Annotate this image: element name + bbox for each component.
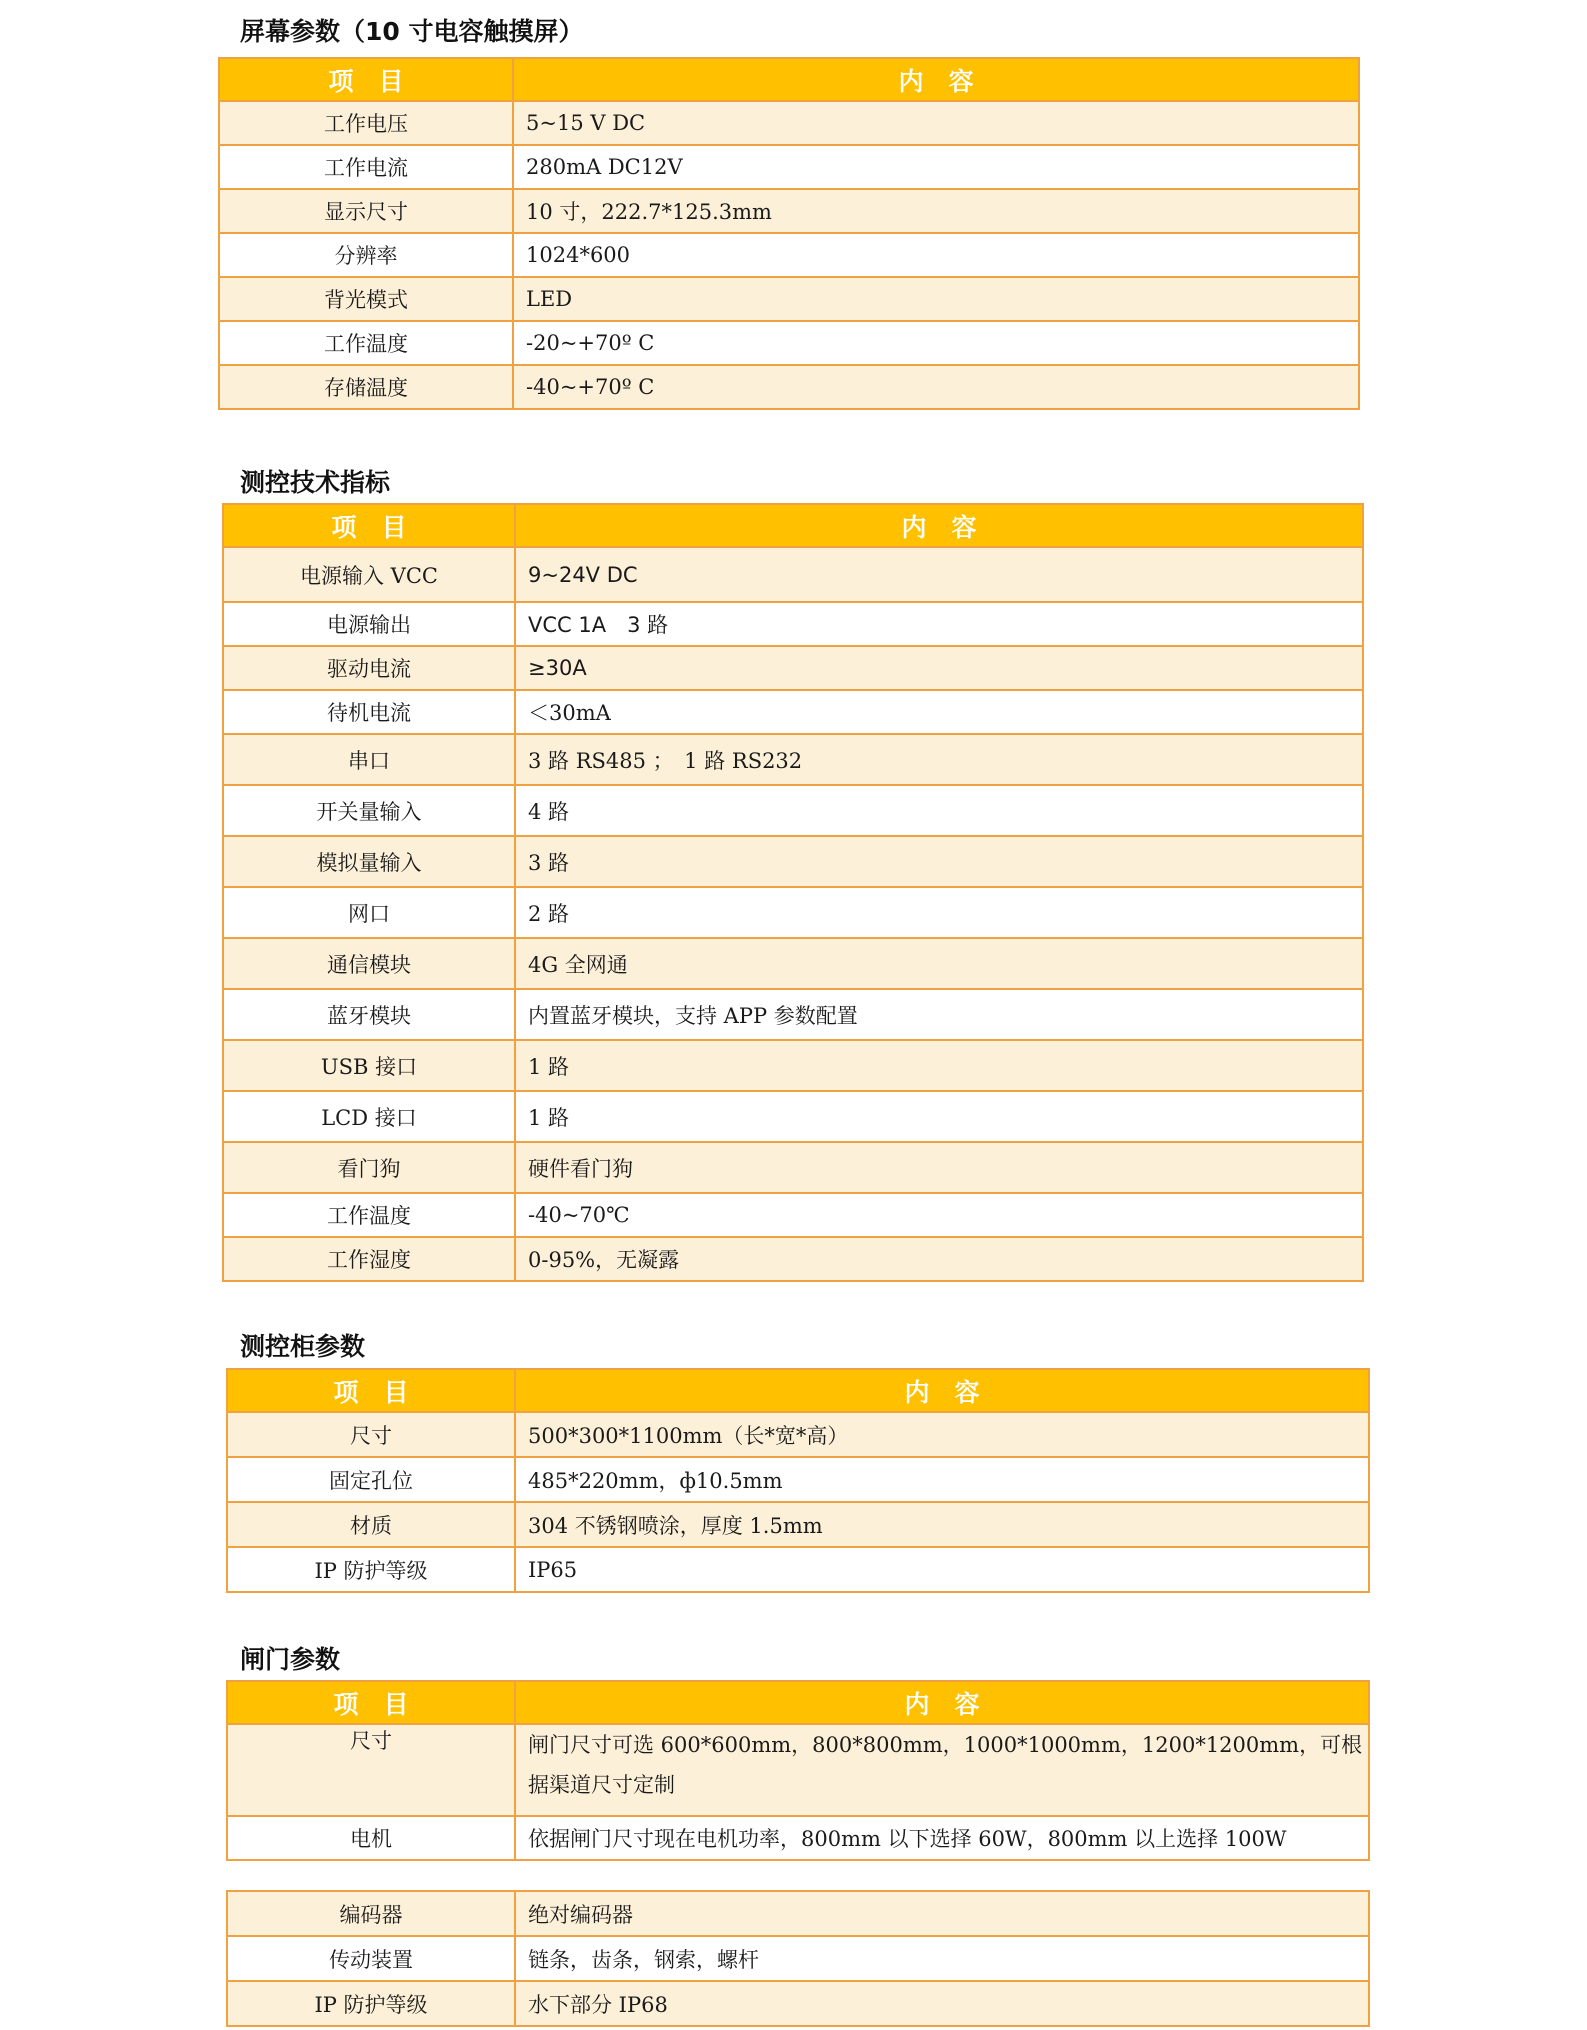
row-value: 280mA DC12V [513, 145, 1359, 189]
header-content: 内 容 [515, 1369, 1369, 1412]
table-row [227, 1724, 1369, 1816]
table-header-row [223, 504, 1363, 547]
table-row [223, 887, 1363, 938]
row-value: 依据闸门尺寸现在电机功率，800mm 以下选择 60W，800mm 以上选择 100W [515, 1816, 1369, 1860]
row-item: 模拟量输入 [223, 836, 515, 887]
row-item: 工作温度 [219, 321, 513, 365]
row-value: VCC 1A 3 路 [515, 602, 1363, 646]
control-params-table [222, 503, 1364, 1282]
table-row [227, 1457, 1369, 1502]
row-item: 固定孔位 [227, 1457, 515, 1502]
row-value: IP65 [515, 1547, 1369, 1592]
row-item: 工作温度 [223, 1193, 515, 1237]
table-row [223, 547, 1363, 602]
table-row [223, 646, 1363, 690]
row-value: 304 不锈钢喷涂，厚度 1.5mm [515, 1502, 1369, 1547]
row-value: -40~70℃ [515, 1193, 1363, 1237]
table-row [227, 1981, 1369, 2026]
row-item: 工作湿度 [223, 1237, 515, 1281]
table-row [223, 989, 1363, 1040]
header-content: 内 容 [513, 58, 1359, 101]
row-value: 绝对编码器 [515, 1891, 1369, 1936]
table-row [219, 101, 1359, 145]
row-value: LED [513, 277, 1359, 321]
row-item: 背光模式 [219, 277, 513, 321]
row-value: 4G 全网通 [515, 938, 1363, 989]
row-value: 2 路 [515, 887, 1363, 938]
table-row [227, 1412, 1369, 1457]
row-value: 1 路 [515, 1091, 1363, 1142]
row-item: 开关量输入 [223, 785, 515, 836]
table-row [223, 1142, 1363, 1193]
row-item: 显示尺寸 [219, 189, 513, 233]
header-item: 项 目 [227, 1681, 515, 1724]
table-row [223, 938, 1363, 989]
control-section-title: 测控技术指标 [240, 468, 391, 497]
table-row [223, 836, 1363, 887]
row-item: 存储温度 [219, 365, 513, 409]
gate-section-title: 闸门参数 [240, 1645, 341, 1674]
gate-params-table [226, 1680, 1370, 1861]
row-value: 硬件看门狗 [515, 1142, 1363, 1193]
table-row [219, 145, 1359, 189]
row-value: 3 路 [515, 836, 1363, 887]
row-item: 电源输出 [223, 602, 515, 646]
row-value: ≥30A [515, 646, 1363, 690]
table-header-row [227, 1681, 1369, 1724]
row-item: 编码器 [227, 1891, 515, 1936]
gate-params-table-continued [226, 1890, 1370, 2027]
table-row [227, 1936, 1369, 1981]
screen-section-title: 屏幕参数（10 寸电容触摸屏） [240, 17, 584, 46]
table-row [219, 277, 1359, 321]
table-row [219, 321, 1359, 365]
table-row [223, 1237, 1363, 1281]
row-value: -20~+70º C [513, 321, 1359, 365]
row-value: 10 寸，222.7*125.3mm [513, 189, 1359, 233]
row-value: 4 路 [515, 785, 1363, 836]
table-header-row [219, 58, 1359, 101]
table-row [219, 365, 1359, 409]
row-item: 尺寸 [227, 1724, 515, 1816]
row-item: 传动装置 [227, 1936, 515, 1981]
row-item: IP 防护等级 [227, 1981, 515, 2026]
header-content: 内 容 [515, 1681, 1369, 1724]
row-value: 链条，齿条，钢索，螺杆 [515, 1936, 1369, 1981]
table-row [223, 785, 1363, 836]
row-item: 电源输入 VCC [223, 547, 515, 602]
row-item: 工作电压 [219, 101, 513, 145]
row-value: 1 路 [515, 1040, 1363, 1091]
row-item: 串口 [223, 734, 515, 785]
screen-params-table [218, 57, 1360, 410]
table-row [227, 1547, 1369, 1592]
row-item: 材质 [227, 1502, 515, 1547]
table-row [223, 1040, 1363, 1091]
row-value: 5~15 V DC [513, 101, 1359, 145]
row-item: 分辨率 [219, 233, 513, 277]
table-row [223, 1193, 1363, 1237]
row-item: IP 防护等级 [227, 1547, 515, 1592]
row-value: 闸门尺寸可选 600*600mm，800*800mm，1000*1000mm，1200*1200mm，可根据渠道尺寸定制 [515, 1724, 1369, 1816]
row-item: 蓝牙模块 [223, 989, 515, 1040]
row-item: 电机 [227, 1816, 515, 1860]
table-row [219, 233, 1359, 277]
row-item: 尺寸 [227, 1412, 515, 1457]
row-value: 0-95%，无凝露 [515, 1237, 1363, 1281]
header-item: 项 目 [227, 1369, 515, 1412]
cabinet-params-table [226, 1368, 1370, 1593]
table-row [227, 1891, 1369, 1936]
row-item: 网口 [223, 887, 515, 938]
table-row [223, 602, 1363, 646]
table-row [223, 1091, 1363, 1142]
table-row [223, 734, 1363, 785]
header-item: 项 目 [219, 58, 513, 101]
table-row [227, 1502, 1369, 1547]
row-item: 驱动电流 [223, 646, 515, 690]
row-value: 9~24V DC [515, 547, 1363, 602]
cabinet-section-title: 测控柜参数 [240, 1332, 366, 1361]
row-item: LCD 接口 [223, 1091, 515, 1142]
row-value: 500*300*1100mm（长*宽*高） [515, 1412, 1369, 1457]
row-value: 内置蓝牙模块，支持 APP 参数配置 [515, 989, 1363, 1040]
row-item: USB 接口 [223, 1040, 515, 1091]
row-item: 待机电流 [223, 690, 515, 734]
row-value: 水下部分 IP68 [515, 1981, 1369, 2026]
table-header-row [227, 1369, 1369, 1412]
row-item: 通信模块 [223, 938, 515, 989]
row-value: 485*220mm，ф10.5mm [515, 1457, 1369, 1502]
row-value: ＜30mA [515, 690, 1363, 734]
table-row [219, 189, 1359, 233]
row-item: 工作电流 [219, 145, 513, 189]
header-item: 项 目 [223, 504, 515, 547]
table-row [223, 690, 1363, 734]
row-value: 3 路 RS485 ； 1 路 RS232 [515, 734, 1363, 785]
row-value: 1024*600 [513, 233, 1359, 277]
header-content: 内 容 [515, 504, 1363, 547]
row-value: -40~+70º C [513, 365, 1359, 409]
table-row [227, 1816, 1369, 1860]
row-item: 看门狗 [223, 1142, 515, 1193]
